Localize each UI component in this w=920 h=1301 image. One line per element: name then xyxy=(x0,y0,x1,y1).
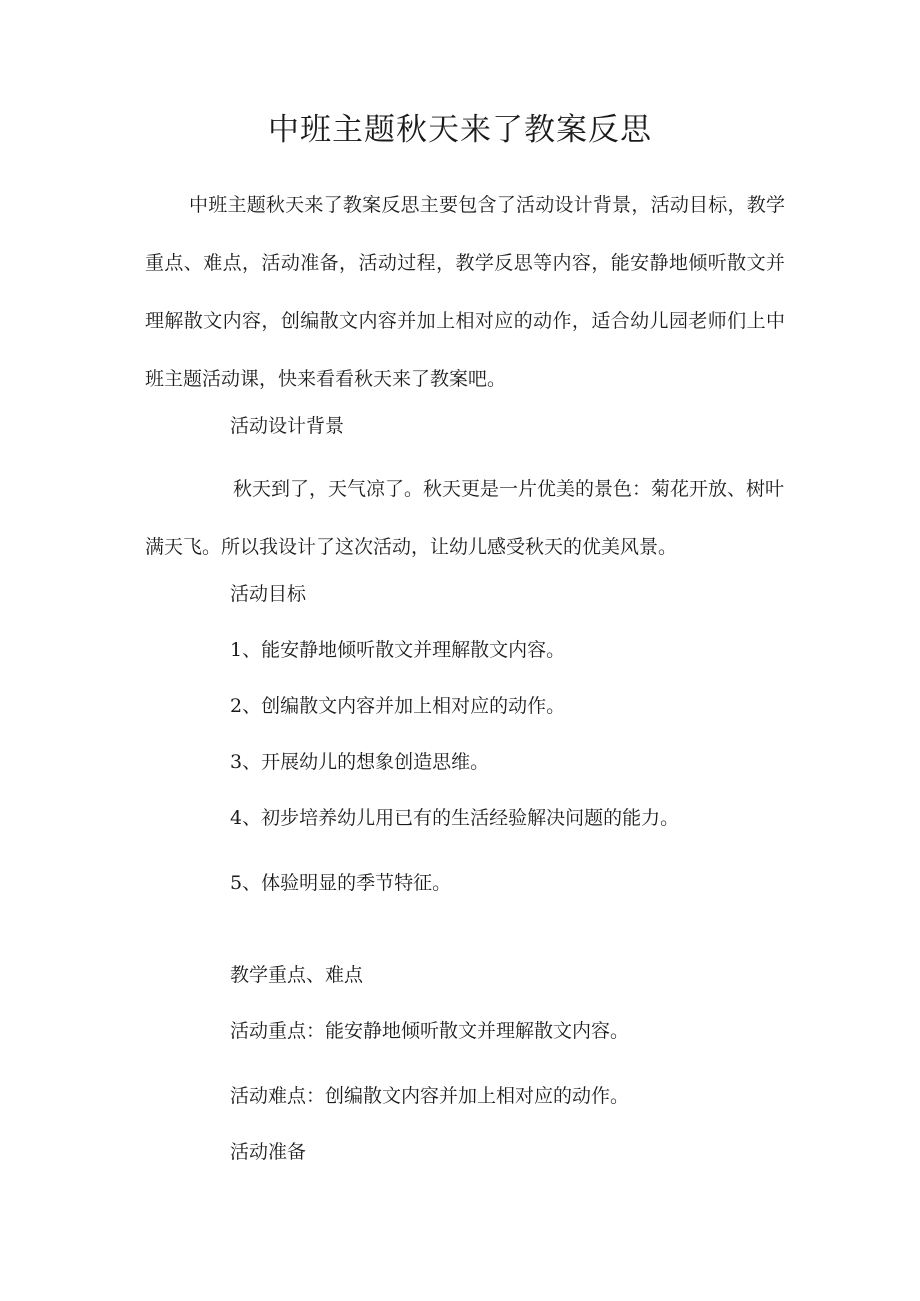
goal-item-2: 2、创编散文内容并加上相对应的动作。 xyxy=(230,695,566,717)
section-heading-goals: 活动目标 xyxy=(230,583,307,605)
goal-item-5: 5、体验明显的季节特征。 xyxy=(230,872,452,894)
document-title: 中班主题秋天来了教案反思 xyxy=(268,112,652,148)
goal-item-1: 1、能安静地倾听散文并理解散文内容。 xyxy=(230,639,566,661)
section-heading-key-points: 教学重点、难点 xyxy=(230,964,364,986)
key-point-text: 活动重点：能安静地倾听散文并理解散文内容。 xyxy=(230,1020,630,1042)
goal-item-4: 4、初步培养幼儿用已有的生活经验解决问题的能力。 xyxy=(230,807,680,829)
intro-paragraph: 中班主题秋天来了教案反思主要包含了活动设计背景，活动目标，教学重点、难点，活动准备，活动过程，教学反思等内容，能安静地倾听散文并理解散文内容，创编散文内容并加上相对应的动作，适合幼儿园老师们上中班主题活动课，快来看看秋天来了教案吧。 xyxy=(145,194,785,390)
goal-item-3: 3、开展幼儿的想象创造思维。 xyxy=(230,751,490,773)
background-paragraph: 秋天到了，天气凉了。秋天更是一片优美的景色：菊花开放、树叶满天飞。所以我设计了这次活动，让幼儿感受秋天的优美风景。 xyxy=(145,478,785,558)
section-heading-preparation: 活动准备 xyxy=(230,1141,307,1163)
section-heading-background: 活动设计背景 xyxy=(230,415,345,437)
difficult-point-text: 活动难点：创编散文内容并加上相对应的动作。 xyxy=(230,1085,630,1107)
